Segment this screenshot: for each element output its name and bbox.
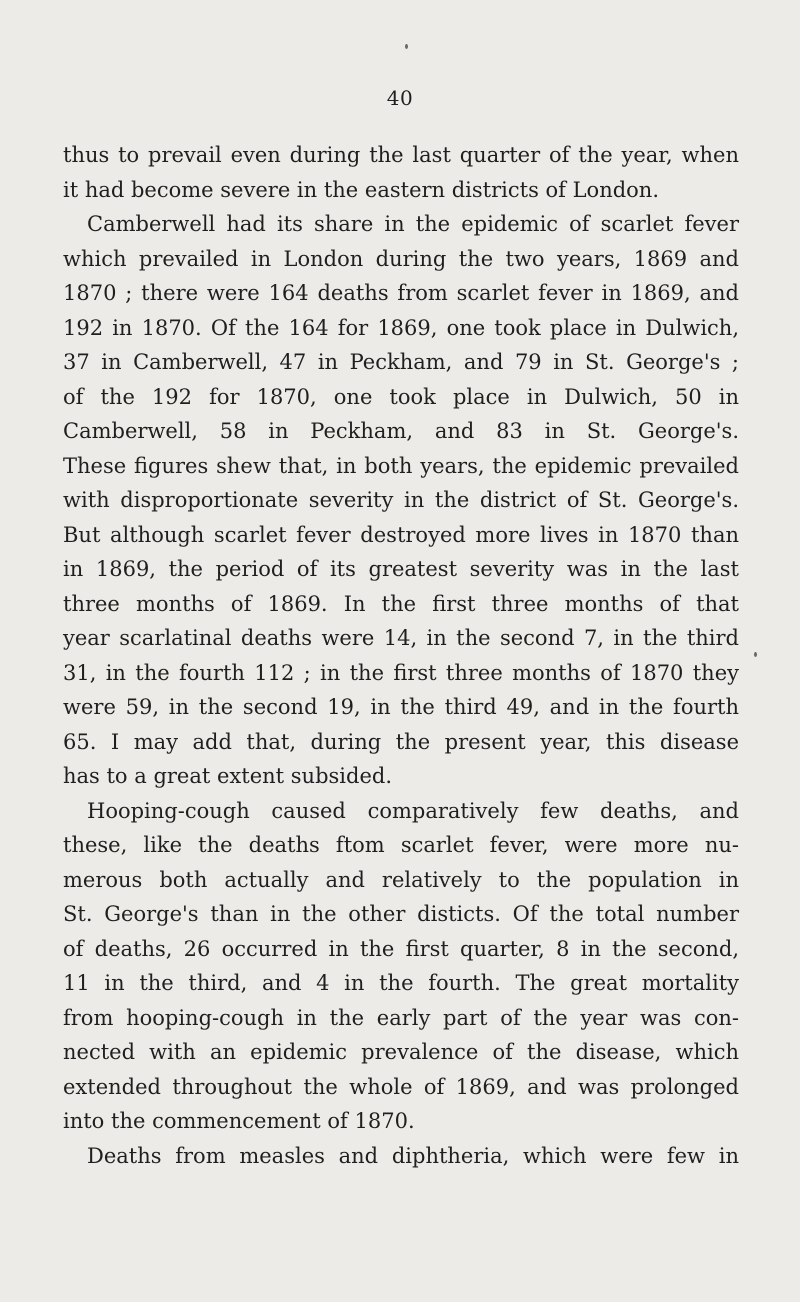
text-line: 65. I may add that, during the present year, this disease [63,729,739,754]
print-speck [405,44,408,49]
text-line: 11 in the third, and 4 in the fourth. The great mortality [63,971,739,995]
text-line: 1870 ; there were 164 deaths from scarlet fever in 1869, and [63,281,739,305]
paragraph [63,138,739,207]
text-line: But although scarlet fever destroyed more lives in 1870 than [63,522,739,547]
page-number: 40 [386,86,414,110]
text-line: in 1869, the period of its greatest severity was in the last [63,557,739,581]
text-line: it had become severe in the eastern districts of London. [63,177,660,202]
text-line: which prevailed in London during the two years, 1869 and [63,246,739,271]
text-line: 37 in Camberwell, 47 in Peckham, and 79 in St. George's ; [63,350,739,374]
text-line: St. George's than in the other disticts. Of the total number [63,902,739,926]
text-line: These figures shew that, in both years, the epidemic prevailed [63,453,739,478]
text-line: Hooping-cough caused comparatively few deaths, and [87,798,739,823]
text-line: Camberwell, 58 in Peckham, and 83 in St. George's. [63,419,739,443]
text-line: merous both actually and relatively to the population in [63,867,739,892]
text-line: nected with an epidemic prevalence of the disease, which [63,1040,739,1064]
text-line: thus to prevail even during the last quarter of the year, when [63,143,739,167]
text-line: 192 in 1870. Of the 164 for 1869, one took place in Dulwich, [63,315,739,340]
text-line: Camberwell had its share in the epidemic of scarlet fever [87,212,739,236]
paragraph [63,207,739,794]
text-line: of deaths, 26 occurred in the first quarter, 8 in the second, [63,936,739,961]
text-line: into the commencement of 1870. [63,1109,415,1133]
text-line: with disproportionate severity in the district of St. George's. [63,488,739,512]
paragraph [63,794,739,1139]
text-line: were 59, in the second 19, in the third 49, and in the fourth [63,695,739,719]
text-line: extended throughout the whole of 1869, and was prolonged [63,1074,739,1099]
paragraph [63,1139,739,1174]
text-line: year scarlatinal deaths were 14, in the second 7, in the third [63,626,739,650]
text-line: has to a great extent subsided. [63,764,392,788]
text-line: 31, in the fourth 112 ; in the first three months of 1870 they [63,660,739,685]
text-line: these, like the deaths ftom scarlet fever, were more nu- [63,833,739,857]
text-line: of the 192 for 1870, one took place in Dulwich, 50 in [63,384,739,409]
text-line: three months of 1869. In the first three months of that [63,591,739,616]
text-line: from hooping-cough in the early part of the year was con- [63,1005,739,1030]
print-speck [754,652,757,657]
body-text [63,138,739,1173]
text-line: Deaths from measles and diphtheria, which were few in [87,1143,739,1168]
